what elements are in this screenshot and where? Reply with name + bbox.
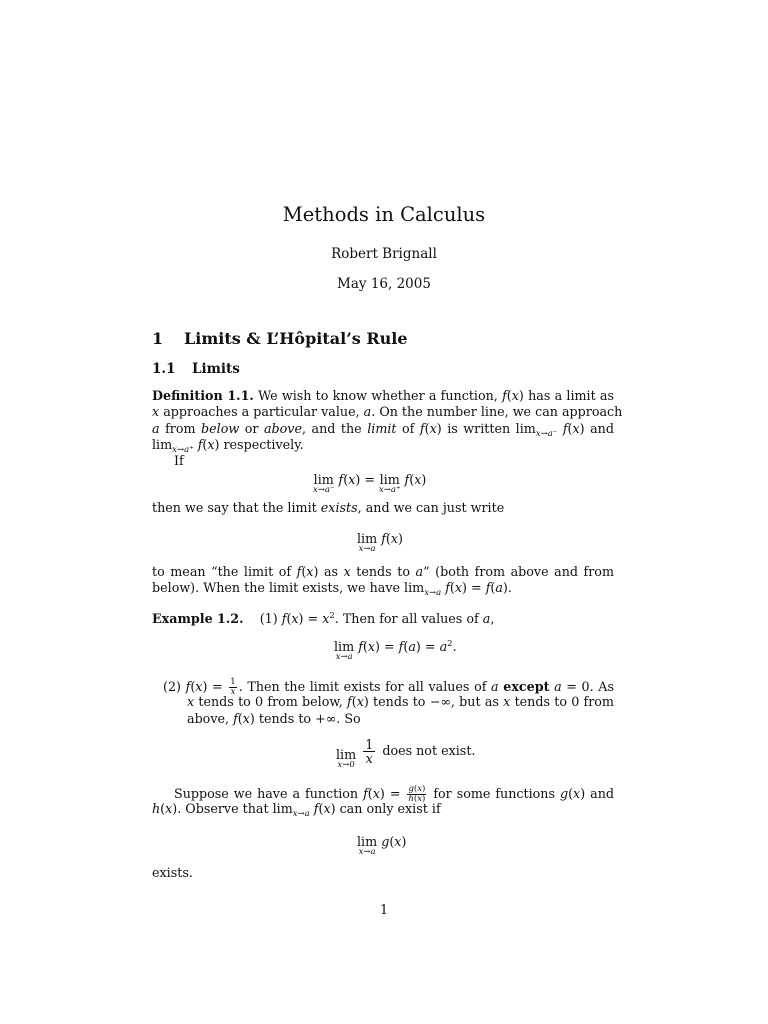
equation-limit-g: lim x→a g(x) [357,834,407,857]
equation-example-one: lim x→a $f(x) = f(a) = a^2$. [334,639,457,662]
section-title: Limits & L’Hôpital’s Rule [184,329,408,348]
example-label: Example 1.2. [152,611,244,627]
exists-line: exists. [152,865,193,880]
suppose-paragraph: Suppose we have a function f(x) = $\frac{g(x)}{h(x)}$ for some functions g(x) and h(x). Observe that $\lim_{x\to a} f(x)$ can only exist if [152,784,614,820]
section-number: 1 [152,329,164,348]
equation-example-two: lim x→0 $\frac{1}{x}$ does not exist. [336,737,476,770]
definition-paragraph: Definition 1.1. We wish to know whether a function, f(x) has a limit as x approaches a particular value, a. On the number line, we can approach a from below or above, and the limit of f(x) is written $\lim_{x\to a^-} f(x)$ and $\lim_{x\to a^+} f(x)$ respectively. If [152,388,623,469]
section-heading [152,329,408,348]
subsection-title: Limits [192,361,240,377]
equation-one-sided-limits: lim x→a⁻ f(x) = lim x→a⁺ f(x) [313,472,427,495]
example-paragraph: Example 1.2. (1) $f(x) = x^2$. Then for all values of a, [152,611,495,627]
document-author: Robert Brignall [331,246,437,262]
document-date: May 16, 2005 [337,276,431,292]
meaning-paragraph: to mean “the limit of f(x) as x tends to a” (both from above and from below). When the limit exists, we have $\lim_{x\to a} f(x) = f(a)$. [152,564,614,599]
definition-label: Definition 1.1. [152,388,254,403]
then-paragraph: then we say that the limit exists, and we can just write [152,500,505,515]
example-item-two: (2) f(x) = $\frac{1}{x}$ . Then the limit exists for all values of a except a = 0. As x tends to 0 from below, f(x) tends to −∞, but as x tends to 0 from above, f(x) tends to +∞. So [163,677,614,726]
document-title: Methods in Calculus [282,203,486,226]
subsection-heading [152,361,240,377]
equation-limit: lim x→a f(x) [357,531,403,554]
subsection-number: 1.1 [152,361,176,377]
page-number: 1 [379,902,389,917]
